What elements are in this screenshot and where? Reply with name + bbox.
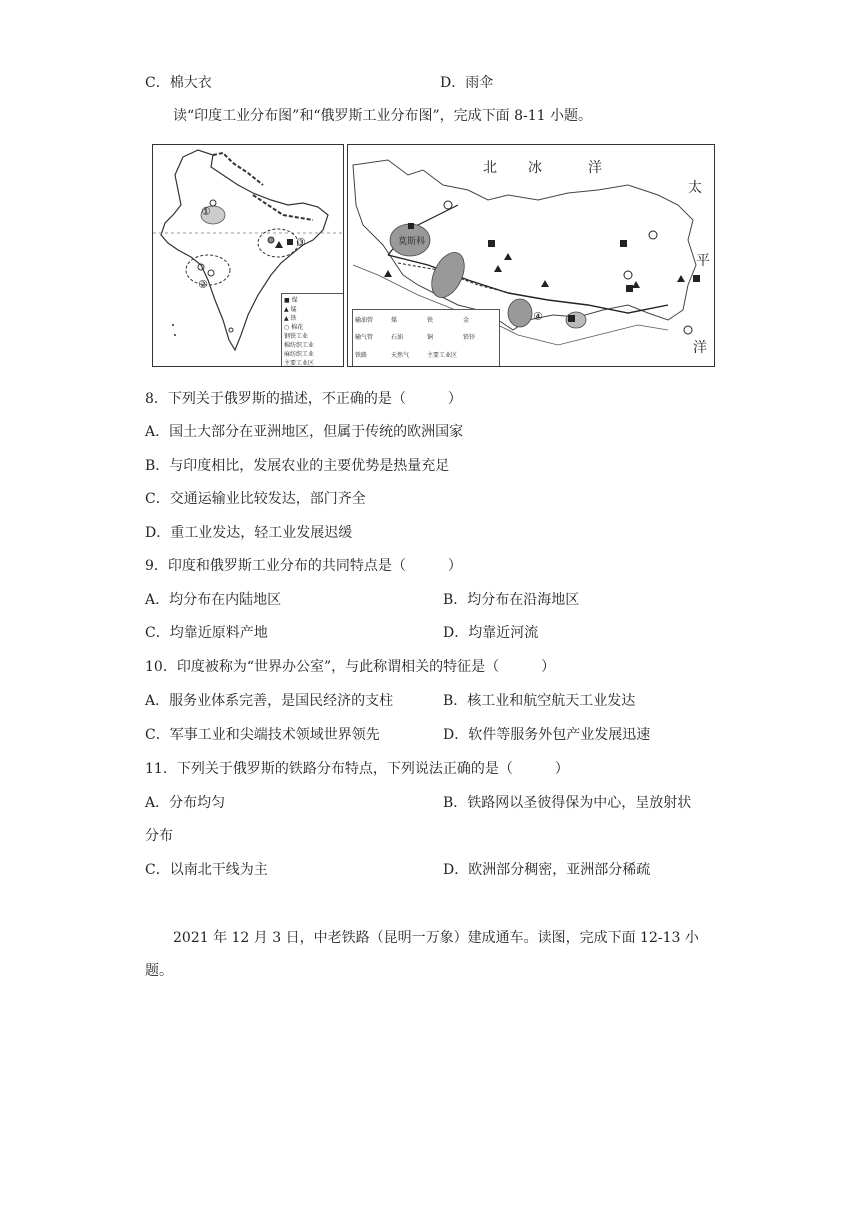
question-9-stem: 9．印度和俄罗斯工业分布的共同特点是（ ） bbox=[145, 558, 462, 574]
india-legend-item: 麻纺织工业 bbox=[284, 351, 315, 358]
question-8-stem: 8．下列关于俄罗斯的描述，不正确的是（ ） bbox=[145, 391, 462, 407]
russia-legend-item: 铜 bbox=[427, 334, 434, 342]
india-region-label-2: ② bbox=[198, 278, 208, 291]
question-11-option-b: B．铁路网以圣彼得保为中心，呈放射状 bbox=[443, 795, 692, 811]
intro-8-11: 读“印度工业分布图”和“俄罗斯工业分布图”，完成下面 8-11 小题。 bbox=[173, 108, 592, 124]
russia-legend-item: 石油 bbox=[391, 334, 404, 342]
question-10-stem: 10．印度被称为“世界办公室”，与此称谓相关的特征是（ ） bbox=[145, 659, 556, 675]
question-8-option-b: B．与印度相比，发展农业的主要优势是热量充足 bbox=[145, 458, 450, 474]
question-11-option-b-continued: 分布 bbox=[145, 828, 173, 844]
question-10-option-c: C．军事工业和尖端技术领域世界领先 bbox=[145, 727, 380, 743]
question-10-option-a: A．服务业体系完善，是国民经济的支柱 bbox=[145, 693, 394, 709]
india-legend-item: ▲ 铁 bbox=[284, 315, 297, 322]
india-legend-item: 棉纺织工业 bbox=[284, 342, 315, 349]
india-legend-item: ▲ 锰 bbox=[284, 306, 297, 313]
india-region-label-1: ① bbox=[201, 205, 211, 218]
prev-option-c: C．棉大衣 bbox=[145, 75, 212, 91]
russia-ocean-label-3: 洋 bbox=[588, 160, 602, 176]
intro-12-13-line1: 2021 年 12 月 3 日，中老铁路（昆明一万象）建成通车。读图，完成下面 12-13 小 bbox=[173, 930, 699, 946]
india-legend-item: ■ 煤 bbox=[284, 297, 298, 304]
india-legend-item: 钢铁工业 bbox=[284, 333, 309, 340]
prev-option-d: D．雨伞 bbox=[440, 75, 494, 91]
india-region-label-3: ③ bbox=[296, 236, 306, 249]
russia-legend-item: 铁路 bbox=[355, 351, 368, 359]
question-11-option-d: D．欧洲部分稠密，亚洲部分稀疏 bbox=[443, 862, 651, 878]
india-legend-item: ○ 棉花 bbox=[284, 324, 304, 331]
question-10-option-d: D．软件等服务外包产业发展迅速 bbox=[443, 727, 651, 743]
russia-legend-item: 金 bbox=[463, 317, 470, 325]
question-9-option-c: C．均靠近原料产地 bbox=[145, 625, 268, 641]
question-9-option-d: D．均靠近河流 bbox=[443, 625, 539, 641]
russia-legend-item: 主要工业区 bbox=[427, 351, 458, 359]
question-9-option-b: B．均分布在沿海地区 bbox=[443, 592, 580, 608]
russia-ocean-label-1: 北 bbox=[483, 160, 497, 176]
russia-legend-item: 天然气 bbox=[391, 351, 410, 359]
intro-12-13-line2: 题。 bbox=[145, 963, 173, 979]
question-11-stem: 11．下列关于俄罗斯的铁路分布特点，下列说法正确的是（ ） bbox=[145, 761, 569, 777]
india-map bbox=[152, 144, 344, 367]
question-11-option-a: A．分布均匀 bbox=[145, 795, 226, 811]
russia-legend-item: 输油管 bbox=[355, 317, 374, 325]
russia-legend-item: 煤 bbox=[391, 317, 398, 325]
russia-legend-item: 铁 bbox=[427, 317, 434, 325]
question-9-option-a: A．均分布在内陆地区 bbox=[145, 592, 282, 608]
india-legend-item: 主要工业区 bbox=[284, 360, 315, 367]
russia-map bbox=[347, 144, 715, 367]
russia-ocean-label-5: 平 bbox=[696, 253, 710, 269]
question-11-option-c: C．以南北干线为主 bbox=[145, 862, 268, 878]
question-8-option-c: C．交通运输业比较发达，部门齐全 bbox=[145, 491, 366, 507]
russia-region-label-4: ④ bbox=[533, 310, 543, 323]
russia-legend-item: 输气管 bbox=[355, 334, 374, 342]
question-10-option-b: B．核工业和航空航天工业发达 bbox=[443, 693, 636, 709]
moscow-label: 莫斯科 bbox=[398, 237, 426, 247]
question-8-option-d: D．重工业发达，轻工业发展迟缓 bbox=[145, 525, 353, 541]
russia-legend-item: 铅锌 bbox=[463, 334, 476, 342]
india-legend bbox=[281, 293, 344, 367]
russia-ocean-label-4: 太 bbox=[688, 180, 702, 196]
russia-legend bbox=[352, 309, 500, 367]
russia-ocean-label-2: 冰 bbox=[528, 160, 542, 176]
russia-ocean-label-6: 洋 bbox=[693, 340, 707, 356]
question-8-option-a: A．国土大部分在亚洲地区，但属于传统的欧洲国家 bbox=[145, 424, 464, 440]
